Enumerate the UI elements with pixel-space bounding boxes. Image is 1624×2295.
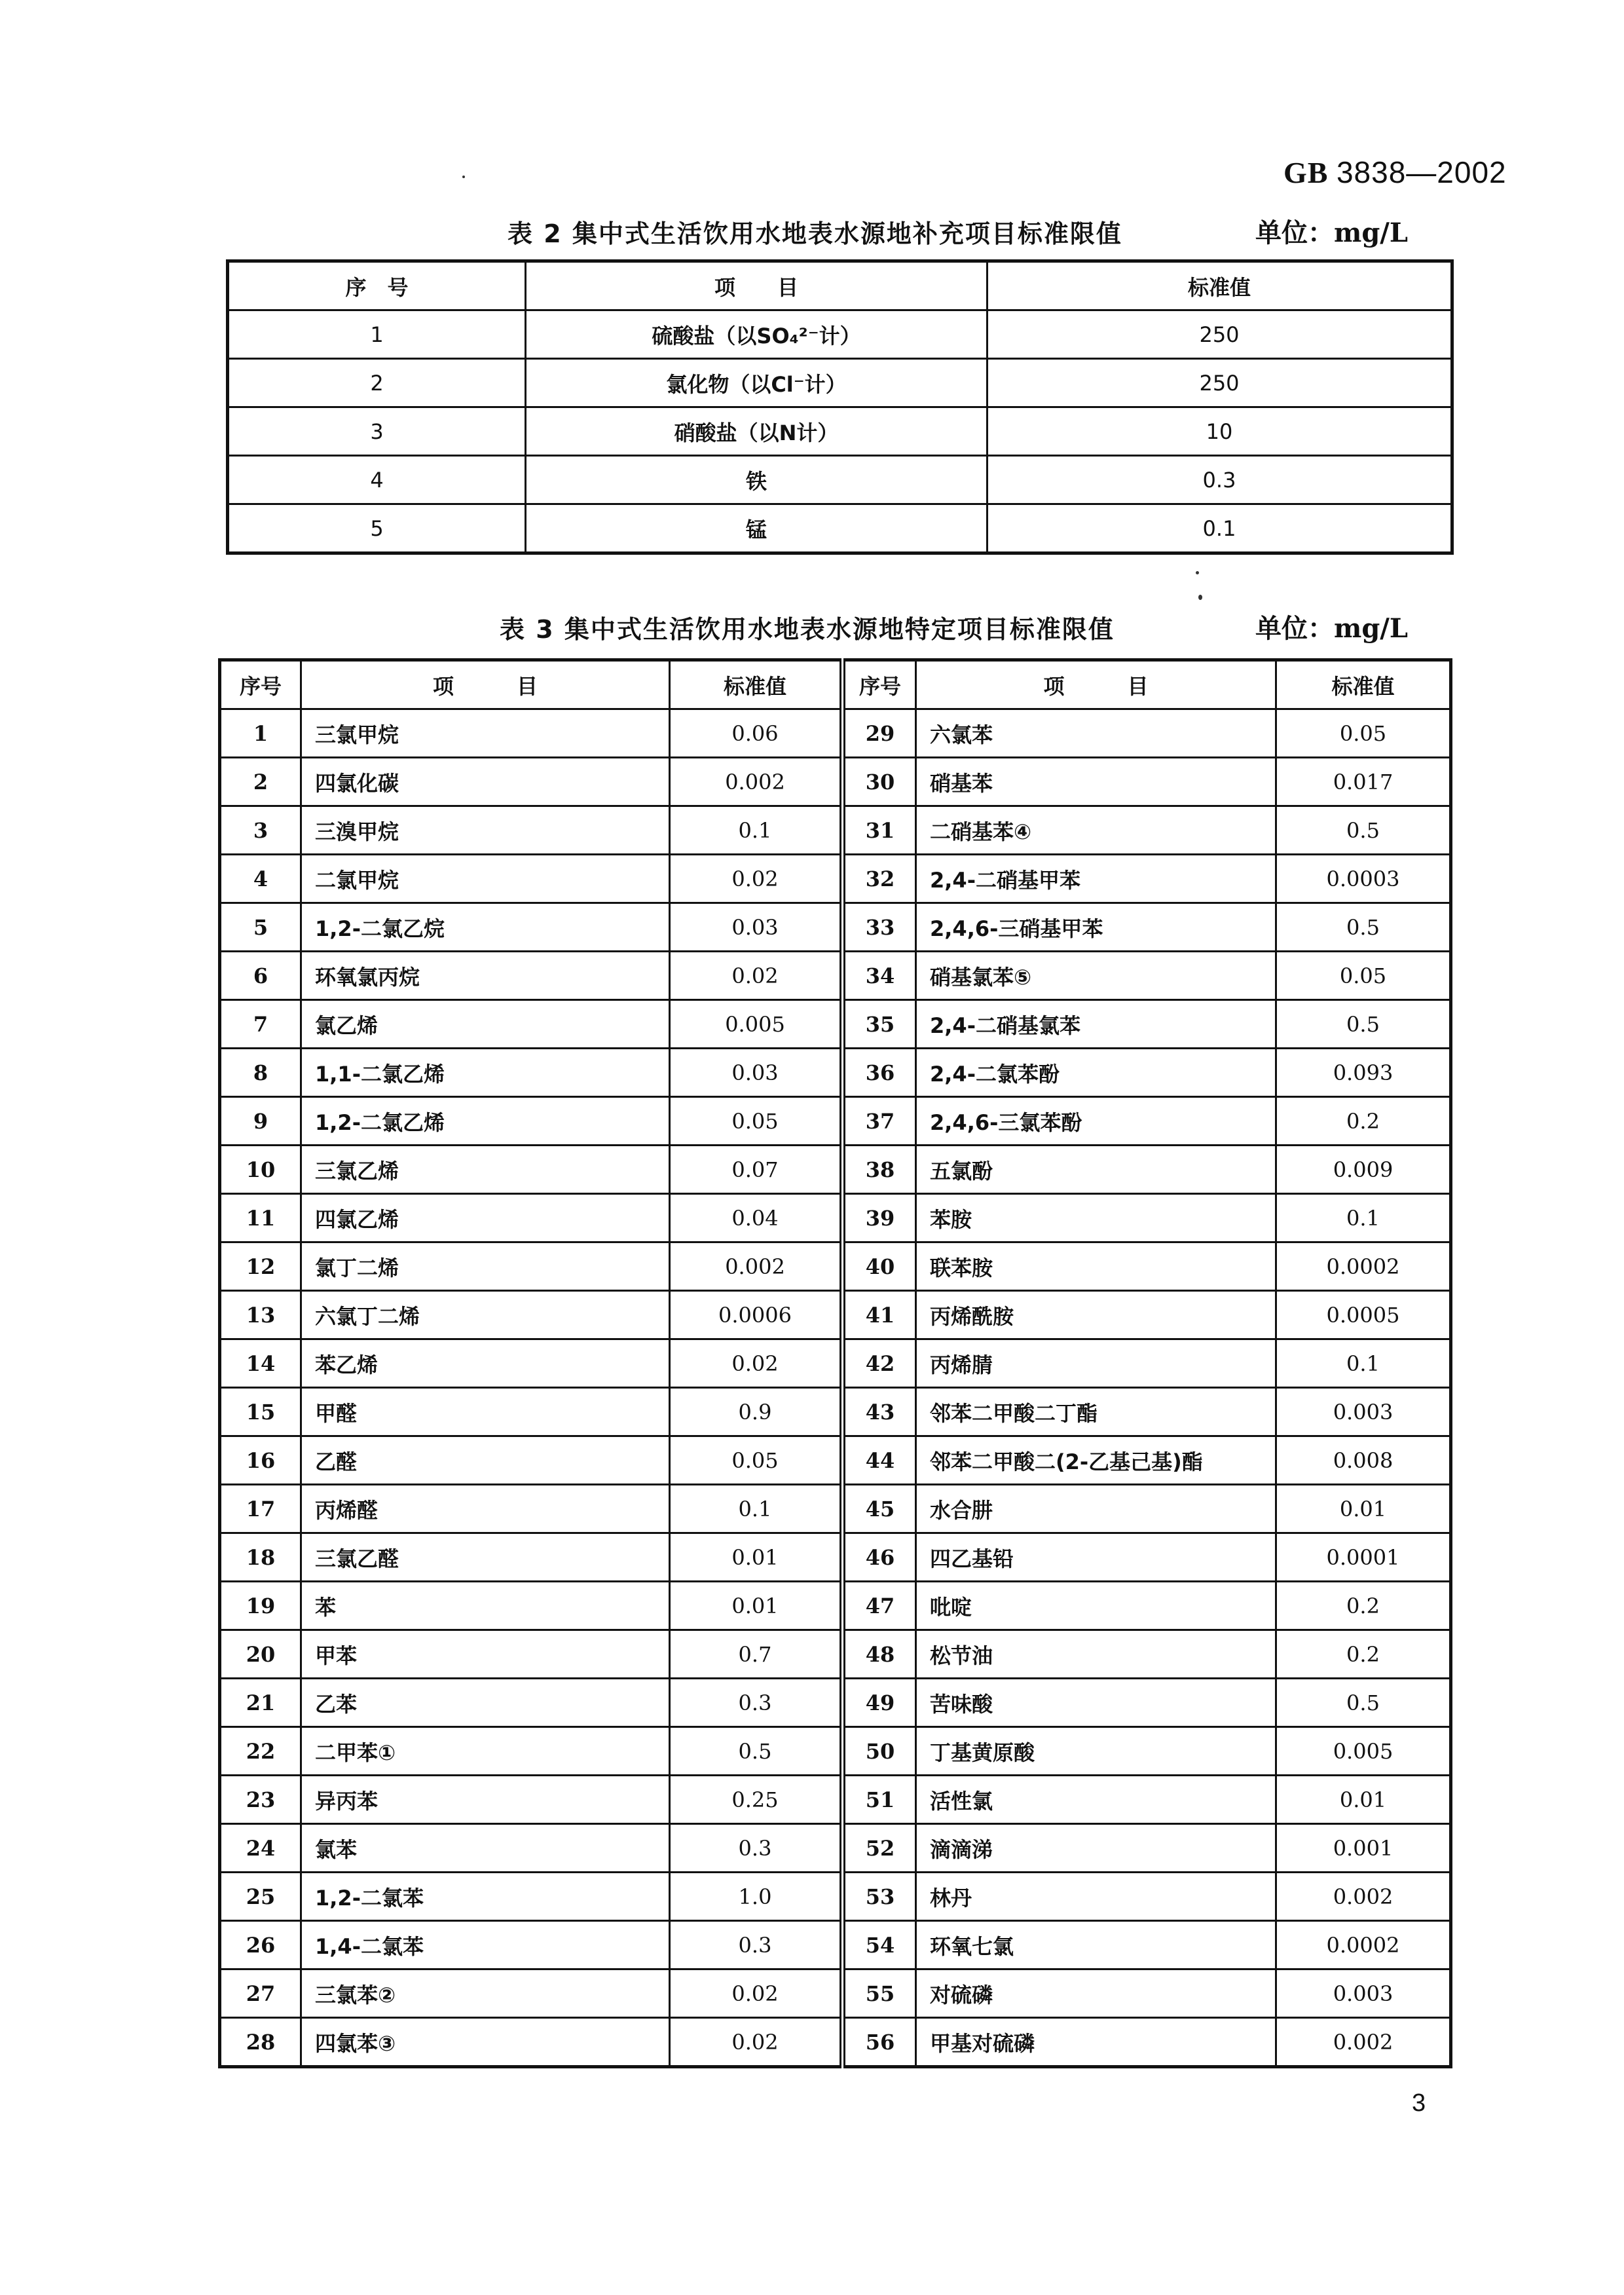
row-no-right: 39 xyxy=(843,1194,916,1242)
row-no-left: 22 xyxy=(220,1727,301,1776)
row-no-right: 36 xyxy=(843,1049,916,1097)
row-no: 4 xyxy=(228,456,526,504)
table-row xyxy=(220,855,1451,903)
table-row xyxy=(220,1921,1451,1969)
table-row xyxy=(220,952,1451,1000)
table-row xyxy=(228,359,1452,407)
table-row xyxy=(220,1630,1451,1679)
scan-speck xyxy=(462,176,465,178)
row-value-left: 0.1 xyxy=(670,806,843,855)
table-row xyxy=(220,1533,1451,1582)
table-row xyxy=(220,1000,1451,1049)
row-value-right: 0.001 xyxy=(1276,1824,1451,1873)
table-row xyxy=(220,903,1451,952)
row-no-right: 45 xyxy=(843,1485,916,1533)
row-value-right: 0.003 xyxy=(1276,1388,1451,1436)
row-item-left: 甲醛 xyxy=(301,1388,670,1436)
row-value-left: 0.02 xyxy=(670,1339,843,1388)
row-item-left: 环氧氯丙烷 xyxy=(301,952,670,1000)
row-no-right: 55 xyxy=(843,1969,916,2018)
row-item-right: 水合肼 xyxy=(916,1485,1276,1533)
standard-prefix: GB xyxy=(1283,156,1329,189)
row-value-right: 0.0003 xyxy=(1276,855,1451,903)
row-value-right: 0.5 xyxy=(1276,806,1451,855)
row-item-right: 二硝基苯④ xyxy=(916,806,1276,855)
row-item-left: 1,2-二氯乙烷 xyxy=(301,903,670,952)
row-value-right: 0.005 xyxy=(1276,1727,1451,1776)
row-value-right: 0.017 xyxy=(1276,758,1451,806)
row-item-right: 环氧七氯 xyxy=(916,1921,1276,1969)
row-no-right: 42 xyxy=(843,1339,916,1388)
table-row xyxy=(220,1146,1451,1194)
row-item-right: 2,4,6-三硝基甲苯 xyxy=(916,903,1276,952)
row-value-left: 0.03 xyxy=(670,903,843,952)
row-value-right: 0.2 xyxy=(1276,1097,1451,1146)
row-value-left: 0.5 xyxy=(670,1727,843,1776)
row-no-left: 19 xyxy=(220,1582,301,1630)
table2-header-row xyxy=(228,261,1452,310)
row-value: 0.1 xyxy=(987,504,1452,553)
row-value-left: 1.0 xyxy=(670,1873,843,1921)
row-value-left: 0.0006 xyxy=(670,1291,843,1339)
row-item-left: 乙苯 xyxy=(301,1679,670,1727)
row-no-right: 47 xyxy=(843,1582,916,1630)
row-value-right: 0.1 xyxy=(1276,1194,1451,1242)
row-value-right: 0.0001 xyxy=(1276,1533,1451,1582)
standard-number: 3838—2002 xyxy=(1336,155,1507,189)
row-item-left: 丙烯醛 xyxy=(301,1485,670,1533)
row-item-right: 邻苯二甲酸二丁酯 xyxy=(916,1388,1276,1436)
row-item-right: 丁基黄原酸 xyxy=(916,1727,1276,1776)
table-row xyxy=(228,504,1452,553)
row-item: 铁 xyxy=(526,456,987,504)
row-item-right: 苦味酸 xyxy=(916,1679,1276,1727)
row-no: 3 xyxy=(228,407,526,456)
row-value-right: 0.008 xyxy=(1276,1436,1451,1485)
row-no-right: 54 xyxy=(843,1921,916,1969)
table-row xyxy=(220,1049,1451,1097)
row-value-left: 0.005 xyxy=(670,1000,843,1049)
table3-header-row xyxy=(220,660,1451,709)
row-no: 1 xyxy=(228,310,526,359)
table-row xyxy=(220,1436,1451,1485)
row-no-right: 37 xyxy=(843,1097,916,1146)
row-item-left: 三氯苯② xyxy=(301,1969,670,2018)
row-item-right: 苯胺 xyxy=(916,1194,1276,1242)
row-item-right: 2,4-二氯苯酚 xyxy=(916,1049,1276,1097)
row-no-left: 26 xyxy=(220,1921,301,1969)
table-row xyxy=(228,407,1452,456)
row-value-right: 0.05 xyxy=(1276,952,1451,1000)
table-row xyxy=(220,1679,1451,1727)
table-row xyxy=(220,1969,1451,2018)
row-value-left: 0.002 xyxy=(670,758,843,806)
row-value-right: 0.2 xyxy=(1276,1630,1451,1679)
row-value-right: 0.01 xyxy=(1276,1776,1451,1824)
row-no-left: 1 xyxy=(220,709,301,758)
col-header-no-left: 序号 xyxy=(220,660,301,709)
row-value-left: 0.3 xyxy=(670,1921,843,1969)
table3 xyxy=(218,658,1452,2068)
row-value-left: 0.02 xyxy=(670,855,843,903)
row-item-right: 活性氯 xyxy=(916,1776,1276,1824)
row-no-left: 11 xyxy=(220,1194,301,1242)
row-no-left: 15 xyxy=(220,1388,301,1436)
row-item-right: 联苯胺 xyxy=(916,1242,1276,1291)
table-row xyxy=(220,1291,1451,1339)
row-item-right: 邻苯二甲酸二(2-乙基己基)酯 xyxy=(916,1436,1276,1485)
row-no-left: 28 xyxy=(220,2018,301,2067)
row-item-left: 二甲苯① xyxy=(301,1727,670,1776)
row-no-right: 35 xyxy=(843,1000,916,1049)
row-no-left: 12 xyxy=(220,1242,301,1291)
table-row xyxy=(220,1873,1451,1921)
row-item-left: 二氯甲烷 xyxy=(301,855,670,903)
page-number: 3 xyxy=(1412,2089,1426,2117)
row-value: 250 xyxy=(987,359,1452,407)
row-no-right: 41 xyxy=(843,1291,916,1339)
row-value-left: 0.25 xyxy=(670,1776,843,1824)
row-no-left: 16 xyxy=(220,1436,301,1485)
row-value-right: 0.01 xyxy=(1276,1485,1451,1533)
row-value-left: 0.7 xyxy=(670,1630,843,1679)
table2-unit: 单位：mg/L xyxy=(1255,217,1409,248)
row-no-left: 8 xyxy=(220,1049,301,1097)
table-row xyxy=(220,1194,1451,1242)
col-header-item-right: 项 目 xyxy=(916,660,1276,709)
row-no-left: 3 xyxy=(220,806,301,855)
row-value-left: 0.02 xyxy=(670,1969,843,2018)
row-no-left: 2 xyxy=(220,758,301,806)
row-value-left: 0.1 xyxy=(670,1485,843,1533)
col-header-value-left: 标准值 xyxy=(670,660,843,709)
row-no-right: 46 xyxy=(843,1533,916,1582)
row-item: 锰 xyxy=(526,504,987,553)
col-header-value-right: 标准值 xyxy=(1276,660,1451,709)
row-no-left: 18 xyxy=(220,1533,301,1582)
row-no-right: 53 xyxy=(843,1873,916,1921)
row-no-right: 56 xyxy=(843,2018,916,2067)
row-item-right: 四乙基铅 xyxy=(916,1533,1276,1582)
row-no-left: 20 xyxy=(220,1630,301,1679)
row-item-right: 硝基苯 xyxy=(916,758,1276,806)
table-row xyxy=(220,1097,1451,1146)
row-value-right: 0.2 xyxy=(1276,1582,1451,1630)
table3-unit: 单位：mg/L xyxy=(1255,613,1409,644)
row-value-right: 0.05 xyxy=(1276,709,1451,758)
row-no-right: 40 xyxy=(843,1242,916,1291)
row-value-left: 0.07 xyxy=(670,1146,843,1194)
row-item-left: 1,2-二氯乙烯 xyxy=(301,1097,670,1146)
row-item-right: 丙烯腈 xyxy=(916,1339,1276,1388)
row-value-left: 0.04 xyxy=(670,1194,843,1242)
row-item-right: 2,4-二硝基氯苯 xyxy=(916,1000,1276,1049)
row-no-right: 48 xyxy=(843,1630,916,1679)
row-item-right: 丙烯酰胺 xyxy=(916,1291,1276,1339)
row-value-left: 0.01 xyxy=(670,1533,843,1582)
row-no-right: 38 xyxy=(843,1146,916,1194)
row-item-left: 三氯乙烯 xyxy=(301,1146,670,1194)
row-item-right: 甲基对硫磷 xyxy=(916,2018,1276,2067)
row-item-left: 乙醛 xyxy=(301,1436,670,1485)
row-value-right: 0.093 xyxy=(1276,1049,1451,1097)
row-no-left: 13 xyxy=(220,1291,301,1339)
row-no-left: 4 xyxy=(220,855,301,903)
row-value-left: 0.01 xyxy=(670,1582,843,1630)
row-item-left: 四氯苯③ xyxy=(301,2018,670,2067)
col-header-no: 序 号 xyxy=(228,261,526,310)
row-item-right: 松节油 xyxy=(916,1630,1276,1679)
row-no-left: 24 xyxy=(220,1824,301,1873)
row-item-right: 滴滴涕 xyxy=(916,1824,1276,1873)
row-no-right: 34 xyxy=(843,952,916,1000)
row-item-left: 1,1-二氯乙烯 xyxy=(301,1049,670,1097)
row-item-right: 硝基氯苯⑤ xyxy=(916,952,1276,1000)
row-value-left: 0.3 xyxy=(670,1824,843,1873)
row-no-left: 10 xyxy=(220,1146,301,1194)
row-no-right: 51 xyxy=(843,1776,916,1824)
row-item-right: 吡啶 xyxy=(916,1582,1276,1630)
row-item-left: 三氯乙醛 xyxy=(301,1533,670,1582)
row-item: 硫酸盐（以SO₄²⁻计） xyxy=(526,310,987,359)
row-item-left: 三溴甲烷 xyxy=(301,806,670,855)
row-no-left: 9 xyxy=(220,1097,301,1146)
row-no-left: 17 xyxy=(220,1485,301,1533)
row-value-left: 0.9 xyxy=(670,1388,843,1436)
row-value-left: 0.03 xyxy=(670,1049,843,1097)
table-row xyxy=(220,1582,1451,1630)
row-item-right: 六氯苯 xyxy=(916,709,1276,758)
row-no-left: 5 xyxy=(220,903,301,952)
row-value-right: 0.5 xyxy=(1276,903,1451,952)
table-row xyxy=(220,806,1451,855)
table2-title: 表 2 集中式生活饮用水地表水源地补充项目标准限值 xyxy=(507,219,1122,248)
row-value: 0.3 xyxy=(987,456,1452,504)
table-row xyxy=(220,2018,1451,2067)
row-no-left: 23 xyxy=(220,1776,301,1824)
row-no: 5 xyxy=(228,504,526,553)
table-row xyxy=(220,1776,1451,1824)
row-value-right: 0.5 xyxy=(1276,1679,1451,1727)
row-value-right: 0.002 xyxy=(1276,2018,1451,2067)
table-row xyxy=(220,1485,1451,1533)
table-row xyxy=(228,310,1452,359)
row-item-left: 1,4-二氯苯 xyxy=(301,1921,670,1969)
row-no-right: 30 xyxy=(843,758,916,806)
row-value-left: 0.002 xyxy=(670,1242,843,1291)
row-no: 2 xyxy=(228,359,526,407)
table-row xyxy=(220,1824,1451,1873)
row-no-right: 32 xyxy=(843,855,916,903)
row-item-left: 苯 xyxy=(301,1582,670,1630)
row-no-left: 14 xyxy=(220,1339,301,1388)
table-row xyxy=(220,709,1451,758)
row-item-left: 异丙苯 xyxy=(301,1776,670,1824)
row-no-right: 44 xyxy=(843,1436,916,1485)
row-item-left: 四氯乙烯 xyxy=(301,1194,670,1242)
row-value-right: 0.5 xyxy=(1276,1000,1451,1049)
row-no-left: 6 xyxy=(220,952,301,1000)
row-value-right: 0.0005 xyxy=(1276,1291,1451,1339)
row-no-left: 25 xyxy=(220,1873,301,1921)
row-no-right: 49 xyxy=(843,1679,916,1727)
row-item-right: 林丹 xyxy=(916,1873,1276,1921)
row-value-right: 0.0002 xyxy=(1276,1921,1451,1969)
row-value-right: 0.002 xyxy=(1276,1873,1451,1921)
row-value-right: 0.0002 xyxy=(1276,1242,1451,1291)
row-item-right: 2,4-二硝基甲苯 xyxy=(916,855,1276,903)
row-value-left: 0.3 xyxy=(670,1679,843,1727)
row-item-left: 苯乙烯 xyxy=(301,1339,670,1388)
row-no-right: 29 xyxy=(843,709,916,758)
row-item-left: 六氯丁二烯 xyxy=(301,1291,670,1339)
row-value-right: 0.1 xyxy=(1276,1339,1451,1388)
row-item-left: 1,2-二氯苯 xyxy=(301,1873,670,1921)
col-header-item-left: 项 目 xyxy=(301,660,670,709)
row-value-right: 0.003 xyxy=(1276,1969,1451,2018)
row-value-left: 0.05 xyxy=(670,1436,843,1485)
table-row xyxy=(228,456,1452,504)
row-value-left: 0.02 xyxy=(670,2018,843,2067)
table-row xyxy=(220,758,1451,806)
table-row xyxy=(220,1388,1451,1436)
table-row xyxy=(220,1339,1451,1388)
row-no-right: 50 xyxy=(843,1727,916,1776)
scan-speck xyxy=(1198,595,1202,600)
row-no-right: 33 xyxy=(843,903,916,952)
table-row xyxy=(220,1727,1451,1776)
row-item-left: 四氯化碳 xyxy=(301,758,670,806)
row-value-left: 0.06 xyxy=(670,709,843,758)
row-item-right: 对硫磷 xyxy=(916,1969,1276,2018)
row-no-left: 21 xyxy=(220,1679,301,1727)
row-item-left: 甲苯 xyxy=(301,1630,670,1679)
row-no-right: 31 xyxy=(843,806,916,855)
standard-code xyxy=(1283,155,1507,190)
table3-title: 表 3 集中式生活饮用水地表水源地特定项目标准限值 xyxy=(500,615,1115,644)
row-value-left: 0.05 xyxy=(670,1097,843,1146)
row-item-right: 2,4,6-三氯苯酚 xyxy=(916,1097,1276,1146)
row-item-right: 五氯酚 xyxy=(916,1146,1276,1194)
row-no-right: 52 xyxy=(843,1824,916,1873)
col-header-value: 标准值 xyxy=(987,261,1452,310)
row-item: 氯化物（以Cl⁻计） xyxy=(526,359,987,407)
row-item-left: 氯苯 xyxy=(301,1824,670,1873)
col-header-item: 项 目 xyxy=(526,261,987,310)
row-no-left: 27 xyxy=(220,1969,301,2018)
row-no-left: 7 xyxy=(220,1000,301,1049)
row-no-right: 43 xyxy=(843,1388,916,1436)
row-item-left: 三氯甲烷 xyxy=(301,709,670,758)
row-value: 250 xyxy=(987,310,1452,359)
row-item: 硝酸盐（以N计） xyxy=(526,407,987,456)
row-item-left: 氯丁二烯 xyxy=(301,1242,670,1291)
scan-speck xyxy=(1196,571,1199,574)
row-item-left: 氯乙烯 xyxy=(301,1000,670,1049)
table2 xyxy=(226,259,1454,555)
row-value: 10 xyxy=(987,407,1452,456)
row-value-left: 0.02 xyxy=(670,952,843,1000)
row-value-right: 0.009 xyxy=(1276,1146,1451,1194)
table-row xyxy=(220,1242,1451,1291)
col-header-no-right: 序号 xyxy=(843,660,916,709)
